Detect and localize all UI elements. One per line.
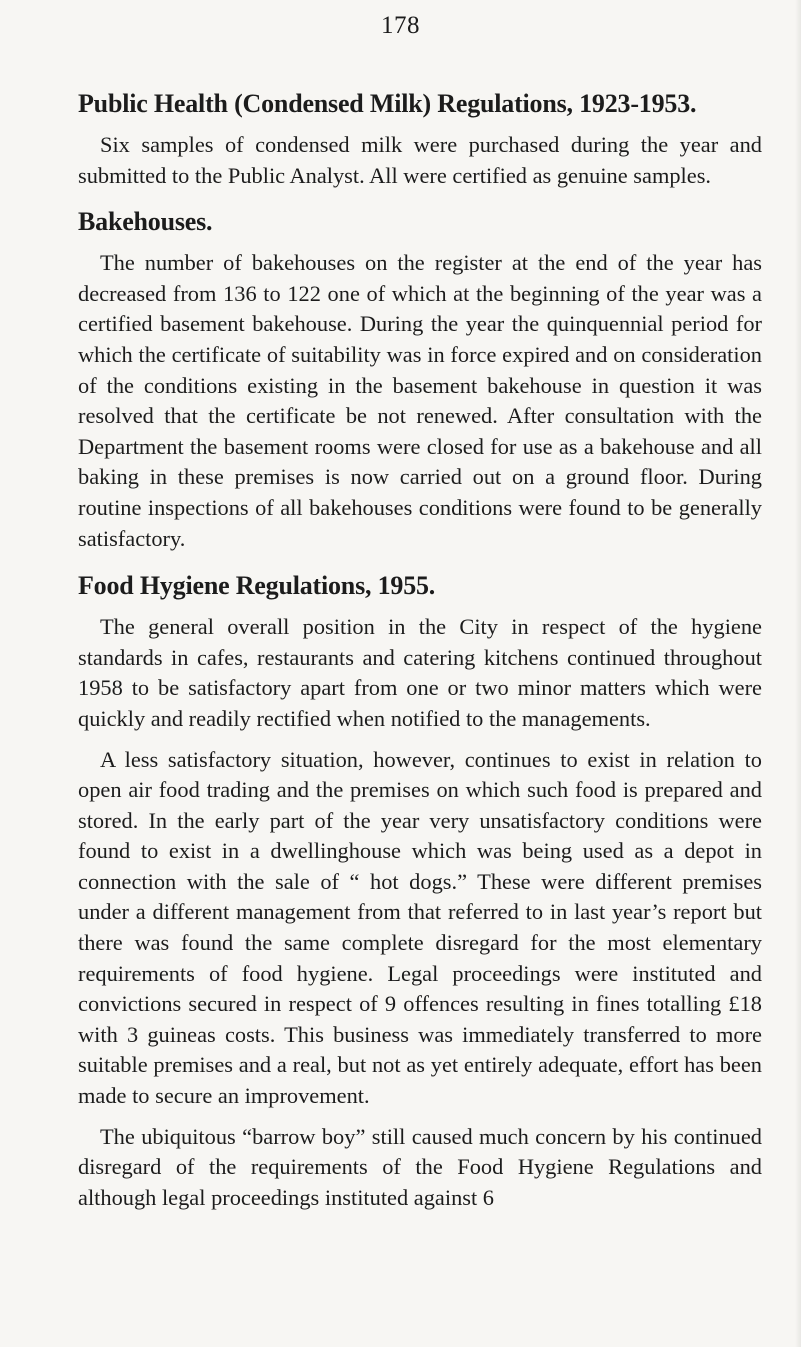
page-number: 178	[381, 12, 420, 39]
paragraph: Six samples of condensed milk were purchased during the year and submitted to the Public Analyst. All were certified as genuine samples.	[78, 132, 762, 188]
paragraph: A less satisfactory situation, however, continues to exist in relation to open air food trading and the premises on which such food is prepared and stored. In the early part of the year very unsatisfactory conditions were found to exist in a dwellinghouse which was being used as a depot in connection with the sale of “ hot dogs.” These were different premises under a different management from that referred to in last year’s report but there was found the same complete disregard for the most elementary requirements of food hygiene. Legal proceedings were instituted and convictions secured in respect of 9 offences resulting in fines totalling £18 with 3 guineas costs. This business was immediately transferred to more suitable premises and a real, but not as yet entirely adequate, effort has been made to secure an improvement.	[78, 746, 762, 1109]
paragraph: The ubiquitous “barrow boy” still caused much concern by his continued disregard of the requirements of the Food Hygiene Regulations and although legal proceedings instituted against 6	[78, 1123, 762, 1210]
section-heading: Food Hygiene Regulations, 1955.	[78, 571, 436, 601]
page-edge-shadow	[795, 0, 801, 1347]
section-bakehouses	[78, 206, 762, 554]
section-food-hygiene	[78, 570, 762, 1213]
page-content	[78, 88, 762, 1213]
paragraph: The general overall position in the City in respect of the hygiene standards in cafes, restaurants and catering kitchens continued throughout 1958 to be satisfactory apart from one or two minor matters which were quickly and readily rectified when notified to the managements.	[78, 614, 762, 731]
section-heading: Bakehouses.	[78, 207, 213, 237]
section-condensed-milk	[78, 88, 762, 191]
paragraph: The number of bakehouses on the register at the end of the year has decreased from 136 to 122 one of which at the beginning of the year was a certified basement bakehouse. During the year the quinquennial period for which the certificate of suitability was in force expired and on consideration of the conditions existing in the basement bakehouse in question it was resolved that the certificate be not renewed. After consultation with the Department the basement rooms were closed for use as a bakehouse and all baking in these premises is now carried out on a ground floor. During routine inspections of all bakehouses conditions were found to be generally satisfactory.	[78, 250, 762, 551]
section-heading: Public Health (Condensed Milk) Regulations, 1923-1953.	[78, 89, 697, 118]
